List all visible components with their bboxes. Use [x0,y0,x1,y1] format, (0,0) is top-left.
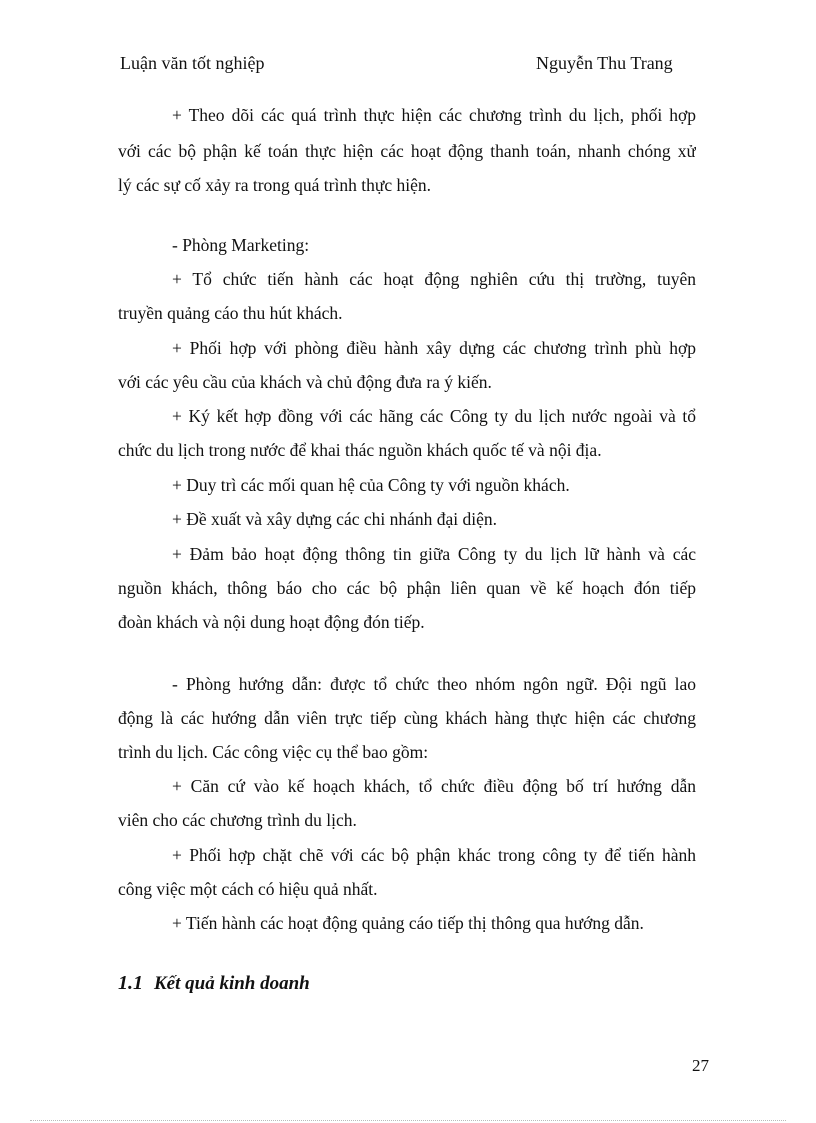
body-line: - Phòng Marketing: [172,235,310,255]
header-author-name: Nguyễn Thu Trang [536,53,673,73]
body-line: + Duy trì các mối quan hệ của Công ty với nguồn khách. [172,475,570,495]
body-line: nguồn khách, thông báo cho các bộ phận liên quan về kế hoạch đón tiếp [118,578,696,598]
body-line: + Căn cứ vào kế hoạch khách, tổ chức điều động bố trí hướng dẫn [172,776,696,796]
header-thesis-title: Luận văn tốt nghiệp [120,53,265,73]
body-line: viên cho các chương trình du lịch. [118,810,357,830]
body-line: + Tiến hành các hoạt động quảng cáo tiếp thị thông qua hướng dẫn. [172,913,644,933]
page-number: 27 [692,1056,709,1075]
body-line: động là các hướng dẫn viên trực tiếp cùng khách hàng thực hiện các chương [118,708,696,728]
body-line: lý các sự cố xảy ra trong quá trình thực hiện. [118,175,431,195]
section-title: Kết quả kinh doanh [154,973,310,994]
section-number: 1.1 [118,972,143,994]
body-line: + Tổ chức tiến hành các hoạt động nghiên cứu thị trường, tuyên [172,269,696,289]
page-bottom-divider [30,1120,786,1121]
body-line: truyền quảng cáo thu hút khách. [118,303,343,323]
body-line: trình du lịch. Các công việc cụ thể bao gồm: [118,742,429,762]
body-line: + Phối hợp với phòng điều hành xây dựng các chương trình phù hợp [172,338,696,358]
body-line: + Đảm bảo hoạt động thông tin giữa Công ty du lịch lữ hành và các [172,544,696,564]
section-heading [118,972,310,995]
body-line: + Theo dõi các quá trình thực hiện các chương trình du lịch, phối hợp [172,105,696,125]
body-line: + Ký kết hợp đồng với các hãng các Công ty du lịch nước ngoài và tổ [172,406,696,426]
body-line: với các bộ phận kế toán thực hiện các hoạt động thanh toán, nhanh chóng xử [118,141,696,161]
body-line: với các yêu cầu của khách và chủ động đưa ra ý kiến. [118,372,492,392]
body-line: + Đề xuất và xây dựng các chi nhánh đại diện. [172,509,498,529]
body-line: + Phối hợp chặt chẽ với các bộ phận khác trong công ty để tiến hành [172,845,696,865]
body-line: công việc một cách có hiệu quả nhất. [118,879,378,899]
body-line: - Phòng hướng dẫn: được tổ chức theo nhóm ngôn ngữ. Đội ngũ lao [172,674,696,694]
body-line: đoàn khách và nội dung hoạt động đón tiếp. [118,612,425,632]
body-line: chức du lịch trong nước để khai thác nguồn khách quốc tế và nội địa. [118,440,602,460]
